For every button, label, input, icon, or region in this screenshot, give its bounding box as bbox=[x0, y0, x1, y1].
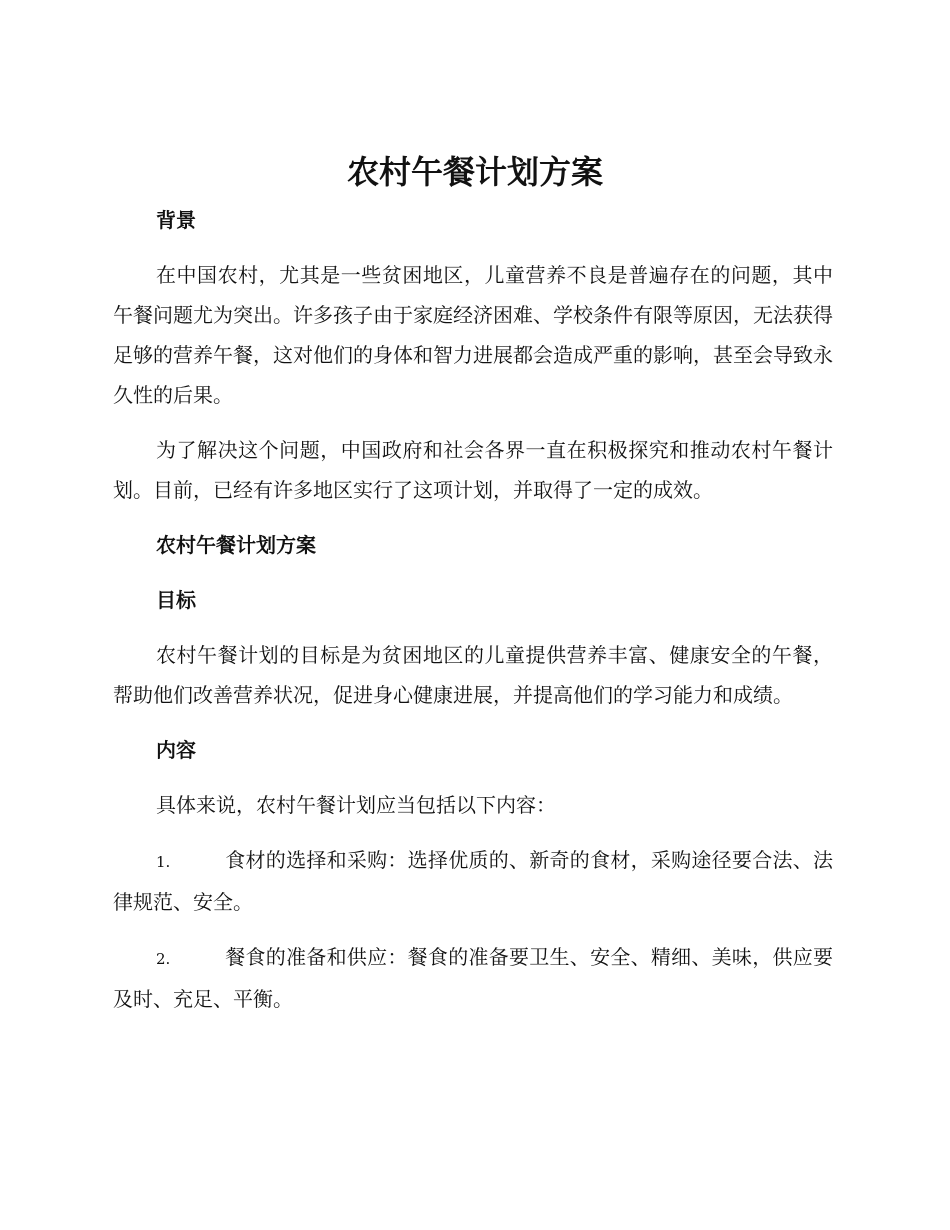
heading-background: 背景 bbox=[156, 208, 196, 232]
page-title: 农村午餐计划方案 bbox=[346, 153, 603, 191]
paragraph-content-intro: 具体来说，农村午餐计划应当包括以下内容： bbox=[156, 793, 556, 817]
heading-plan: 农村午餐计划方案 bbox=[156, 533, 316, 557]
document-body bbox=[113, 200, 833, 1019]
list-item-number: 2. bbox=[156, 950, 171, 968]
paragraph-goal: 农村午餐计划的目标是为贫困地区的儿童提供营养丰富、健康安全的午餐，帮助他们改善营养状况，促进身心健康进展，并提高他们的学习能力和成绩。 bbox=[113, 643, 833, 707]
paragraph-background-2: 为了解决这个问题，中国政府和社会各界一直在积极探究和推动农村午餐计划。目前，已经有许多地区实行了这项计划，并取得了一定的成效。 bbox=[113, 438, 833, 502]
list-item-text: 餐食的准备和供应：餐食的准备要卫生、安全、精细、美味，供应要及时、充足、平衡。 bbox=[113, 945, 833, 1011]
list-item bbox=[113, 840, 833, 922]
list-item-number: 1. bbox=[156, 853, 171, 871]
list-item-text: 食材的选择和采购：选择优质的、新奇的食材，采购途径要合法、法律规范、安全。 bbox=[113, 848, 833, 914]
heading-goal: 目标 bbox=[156, 588, 196, 612]
list-item bbox=[113, 937, 833, 1019]
paragraph-background-1: 在中国农村，尤其是一些贫困地区，儿童营养不良是普遍存在的问题，其中午餐问题尤为突出。许多孩子由于家庭经济困难、学校条件有限等原因，无法获得足够的营养午餐，这对他们的身体和智力进展都会造成严重的影响，甚至会导致永久性的后果。 bbox=[113, 263, 833, 407]
heading-content: 内容 bbox=[156, 738, 196, 762]
